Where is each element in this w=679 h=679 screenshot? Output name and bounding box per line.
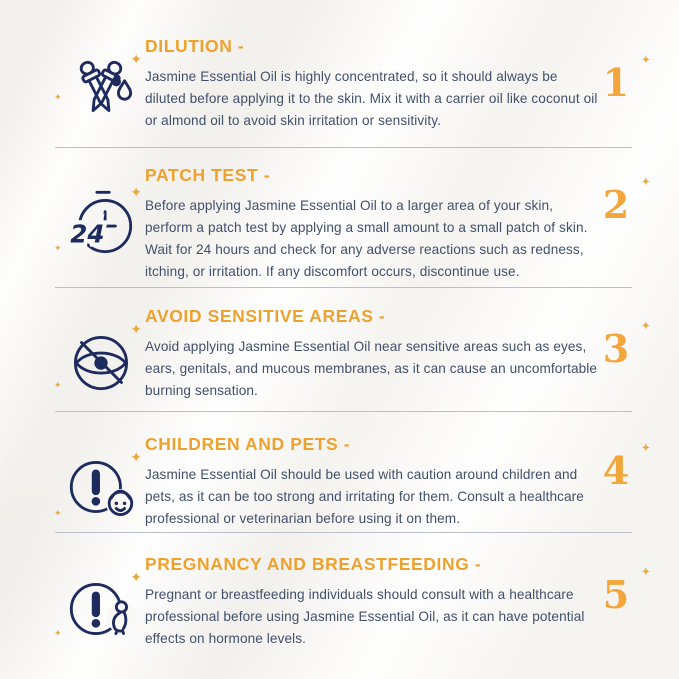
section-number: 5 ✦	[602, 567, 650, 617]
section-title: CHILDREN AND PETS -	[145, 434, 351, 454]
sparkle-icon: ✦	[641, 55, 650, 66]
section-content	[145, 165, 601, 283]
section-body: Jasmine Essential Oil should be used with caution around children and pets, as it can be too strong and irritating for them. Consult a healthcare professional or veterinarian before using it on them.	[145, 467, 584, 526]
sparkle-icon: ✦	[54, 628, 62, 638]
section-title: AVOID SENSITIVE AREAS -	[145, 306, 386, 326]
section-title: DILUTION -	[145, 36, 245, 56]
section-number: 1 ✦	[602, 55, 650, 105]
section-content	[145, 434, 601, 530]
pregnancy-warning-icon	[54, 566, 144, 652]
sparkle-icon: ✦	[54, 380, 62, 390]
clock-24-label: 24	[70, 219, 105, 249]
section-content	[145, 306, 601, 402]
sparkle-icon: ✦	[641, 177, 650, 188]
section-number: 2 ✦	[602, 177, 650, 227]
clock-24-icon	[54, 181, 144, 267]
section-body: Pregnant or breastfeeding individuals should consult with a healthcare professional before using Jasmine Essential Oil, as it can have potential effects on hormone levels.	[145, 587, 585, 646]
section-divider	[55, 411, 632, 412]
sparkle-icon: ✦	[641, 443, 650, 454]
sparkle-icon: ✦	[130, 51, 142, 67]
section-divider	[55, 147, 632, 148]
dropper-icon	[54, 48, 144, 134]
sparkle-icon: ✦	[54, 243, 62, 253]
section-title: PATCH TEST -	[145, 165, 271, 185]
section-number: 3 ✦	[602, 321, 650, 371]
section-body: Avoid applying Jasmine Essential Oil near sensitive areas such as eyes, ears, genitals, and mucous membranes, as it can cause an uncomfortable burning sensation.	[145, 339, 598, 398]
sparkle-icon: ✦	[54, 508, 62, 518]
section-content	[145, 554, 601, 650]
sparkle-icon: ✦	[641, 321, 650, 332]
sparkle-icon: ✦	[641, 567, 650, 578]
section-content	[145, 36, 601, 132]
sparkle-icon: ✦	[130, 449, 142, 465]
section-divider	[55, 287, 632, 288]
sparkle-icon: ✦	[130, 184, 142, 200]
section-title: PREGNANCY AND BREASTFEEDING -	[145, 554, 482, 574]
section-body: Jasmine Essential Oil is highly concentrated, so it should always be diluted before applying it to the skin. Mix it with a carrier oil like coconut oil or almond oil to avoid skin irritation or sensitivity.	[145, 69, 598, 128]
no-eye-icon	[54, 318, 144, 404]
section-body: Before applying Jasmine Essential Oil to a larger area of your skin, perform a patch test by applying a small amount to a small patch of skin. Wait for 24 hours and check for any adverse reactions such as redness, itching, or irritation. If any discomfort occurs, discontinue use.	[145, 198, 588, 279]
sparkle-icon: ✦	[54, 92, 62, 102]
section-divider	[55, 532, 632, 533]
sparkle-icon: ✦	[130, 321, 142, 337]
child-warning-icon	[54, 446, 144, 532]
section-number: 4 ✦	[602, 443, 650, 493]
sparkle-icon: ✦	[130, 569, 142, 585]
